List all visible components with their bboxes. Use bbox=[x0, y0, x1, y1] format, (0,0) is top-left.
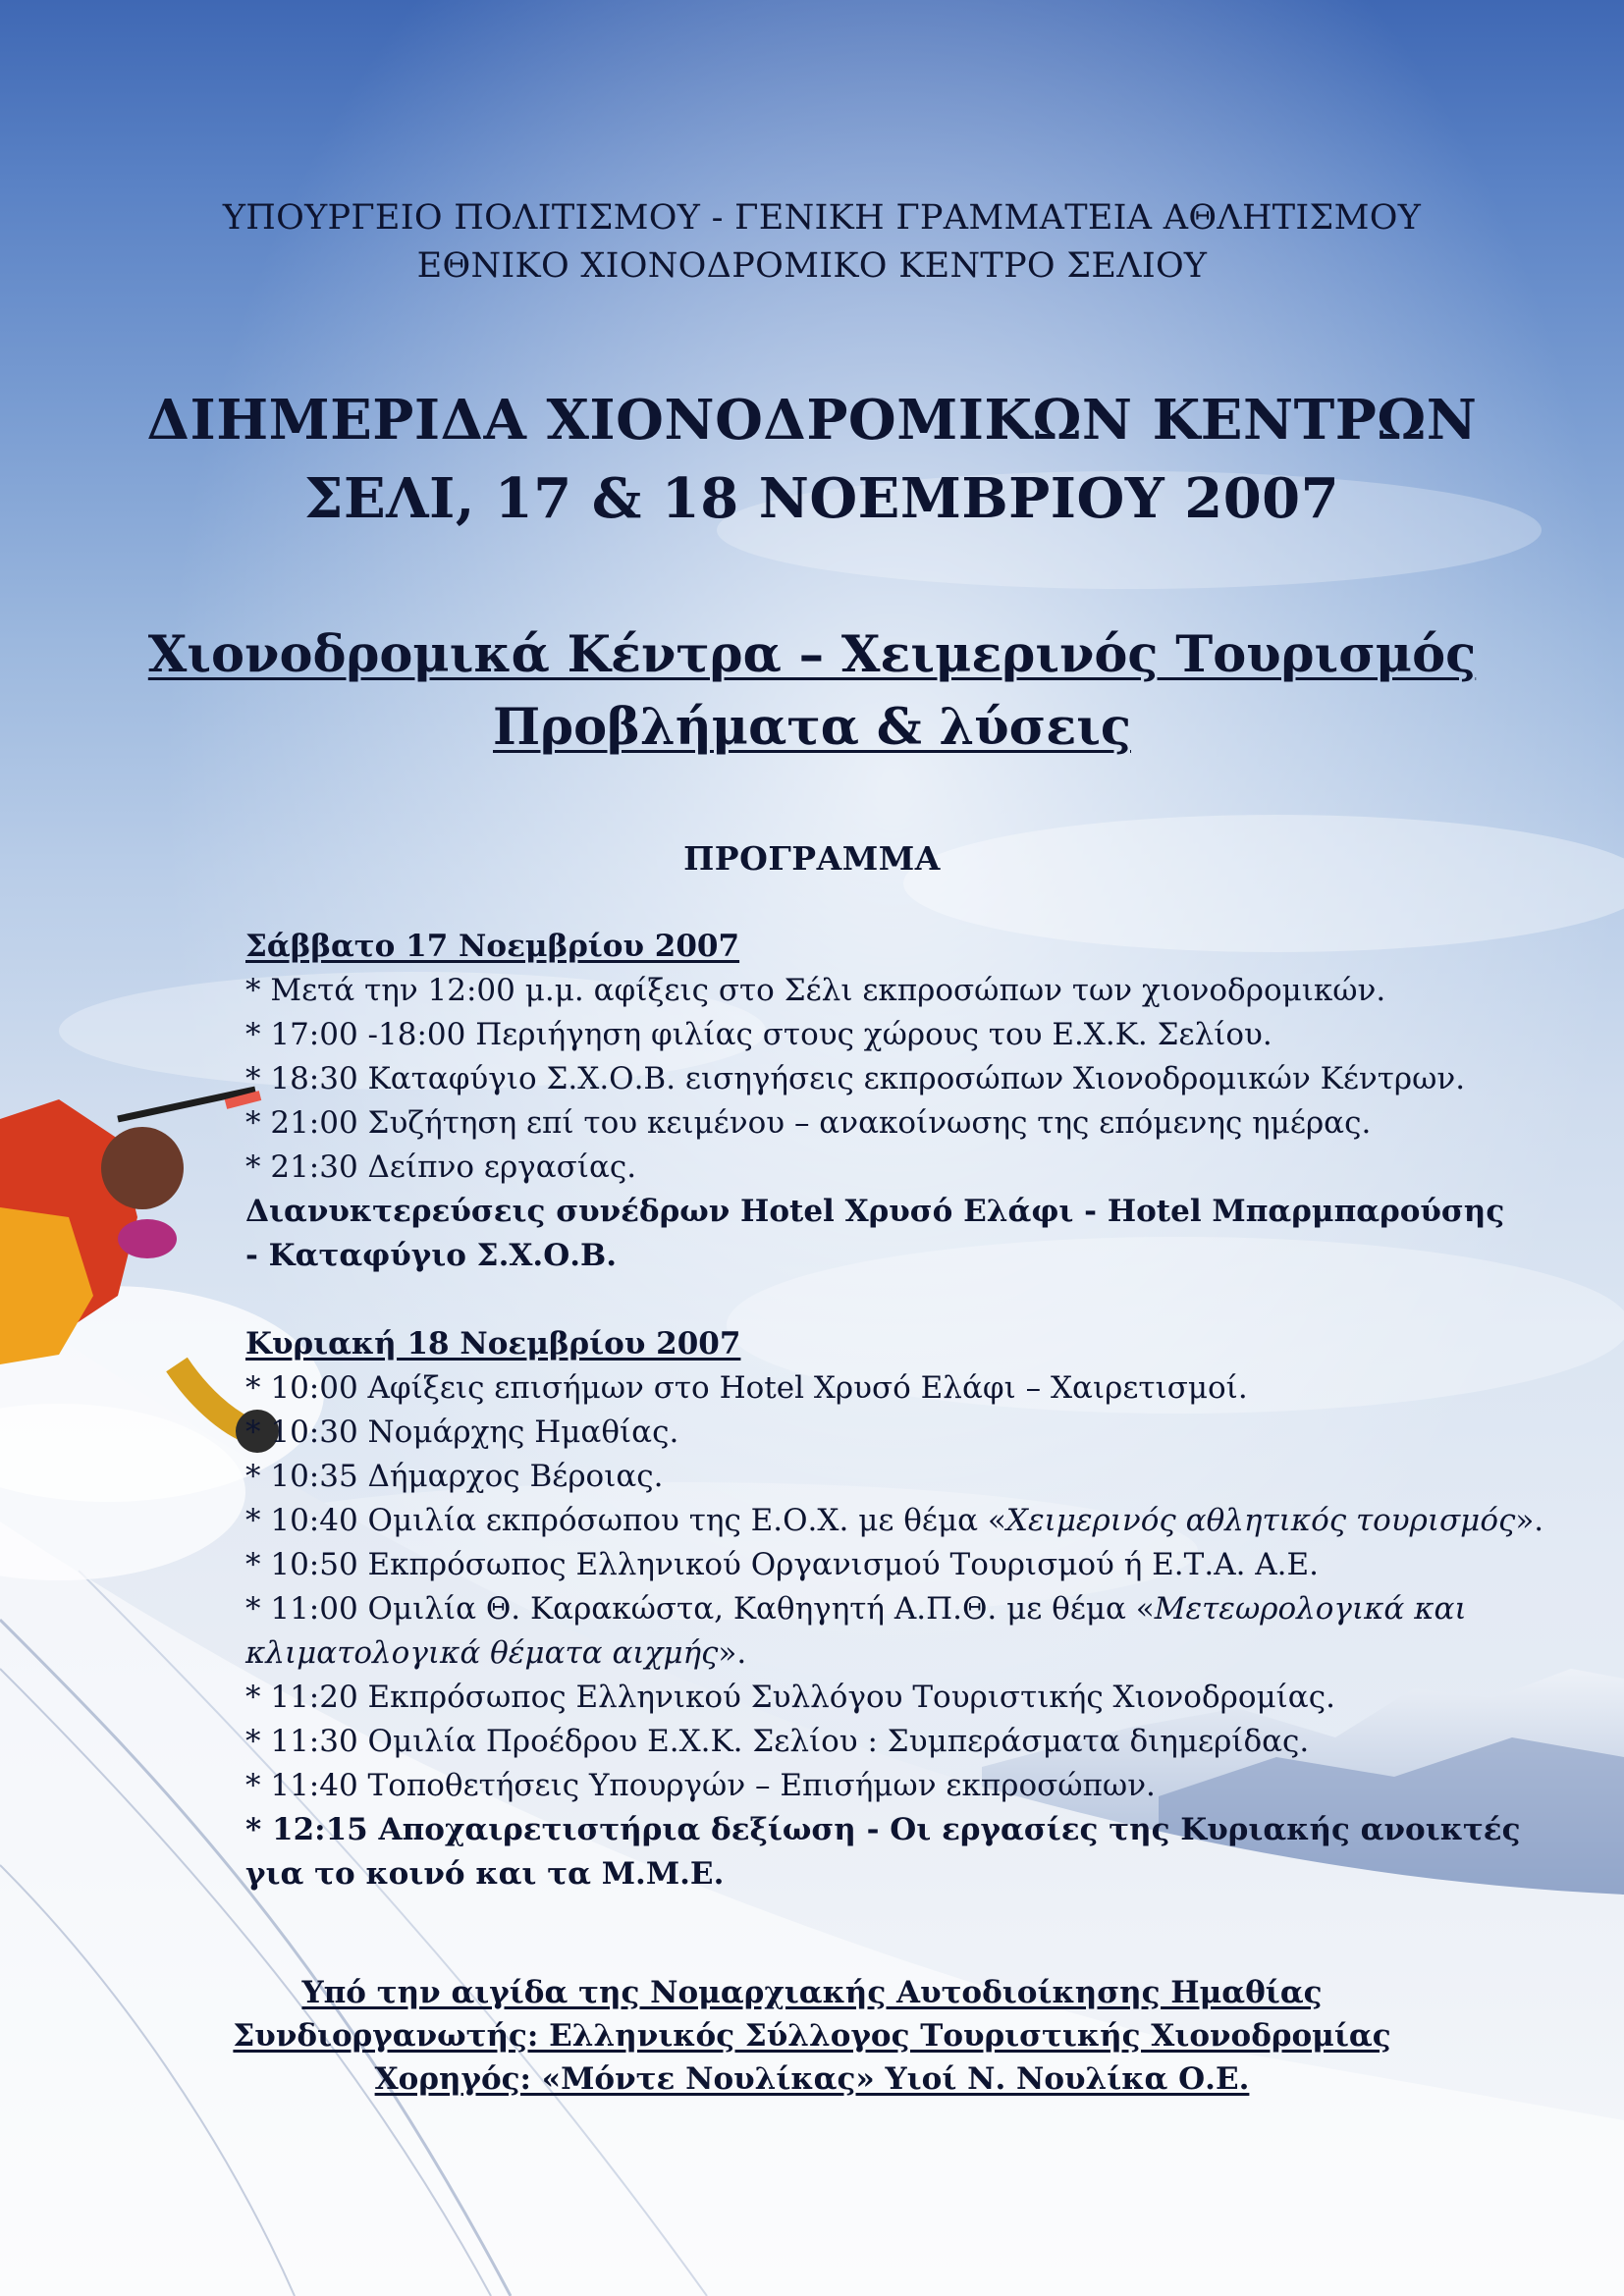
ski-center-line: ΕΘΝΙΚΟ ΧΙΟΝΟΔΡΟΜΙΚΟ ΚΕΝΤΡΟ ΣΕΛΙΟΥ bbox=[416, 246, 1208, 286]
accommodation-note-cont: - Καταφύγιο Σ.Χ.Ο.Β. bbox=[245, 1238, 618, 1273]
accommodation-note: Διανυκτερεύσεις συνέδρων Hotel Χρυσό Ελάφι - Hotel Μπαρμπαρούσης bbox=[245, 1194, 1505, 1229]
saturday-item: * 18:30 Καταφύγιο Σ.Χ.Ο.Β. εισηγήσεις εκπροσώπων Χιονοδρομικών Κέντρων. bbox=[245, 1061, 1466, 1096]
saturday-item: * 21:00 Συζήτηση επί του κειμένου – ανακοίνωσης της επόμενης ημέρας. bbox=[245, 1105, 1372, 1141]
auspices-line: Υπό την αιγίδα της Νομαρχιακής Αυτοδιοίκησης Ημαθίας bbox=[301, 1975, 1323, 2010]
ministry-header bbox=[0, 194, 1624, 291]
theme-line: Χιονοδρομικά Κέντρα – Χειμερινός Τουρισμός bbox=[147, 625, 1477, 684]
saturday-item: * 21:30 Δείπνο εργασίας. bbox=[245, 1149, 637, 1185]
sunday-item: * 11:30 Ομιλία Προέδρου Ε.Χ.Κ. Σελίου : Συμπεράσματα διημερίδας. bbox=[245, 1724, 1310, 1759]
co-organizer-line: Συνδιοργανωτής: Ελληνικός Σύλλογος Τουριστικής Χιονοδρομίας bbox=[233, 2018, 1391, 2054]
sunday-item bbox=[245, 1587, 1551, 1631]
sunday-title: Κυριακή 18 Νοεμβρίου 2007 bbox=[245, 1326, 741, 1362]
saturday-item: * Μετά την 12:00 μ.μ. αφίξεις στο Σέλι εκπροσώπων των χιονοδρομικών. bbox=[245, 973, 1386, 1008]
sunday-item: * 11:20 Εκπρόσωπος Ελληνικού Συλλόγου Τουριστικής Χιονοδρομίας. bbox=[245, 1680, 1335, 1715]
talk-topic: κλιματολογικά θέματα αιχμής bbox=[245, 1635, 719, 1671]
event-date-line: ΣΕΛΙ, 17 & 18 ΝΟΕΜΒΡΙΟΥ 2007 bbox=[303, 466, 1340, 531]
sunday-item: * 10:50 Εκπρόσωπος Ελληνικού Οργανισμού Τουρισμού ή Ε.Τ.Α. Α.Ε. bbox=[245, 1547, 1320, 1582]
sunday-item: * 11:40 Τοποθετήσεις Υπουργών – Επισήμων εκπροσώπων. bbox=[245, 1768, 1156, 1803]
item-text: ». bbox=[718, 1635, 747, 1671]
sunday-item: * 10:35 Δήμαρχος Βέροιας. bbox=[245, 1459, 664, 1494]
event-title bbox=[0, 381, 1624, 538]
sunday-item bbox=[245, 1499, 1551, 1543]
event-title-line: ΔΙΗΜΕΡΙΔΑ ΧΙΟΝΟΔΡΟΜΙΚΩΝ ΚΕΝΤΡΩΝ bbox=[146, 388, 1478, 453]
closing-reception-cont: για το κοινό και τα Μ.Μ.Ε. bbox=[245, 1856, 725, 1892]
sunday-item: * 10:30 Νομάρχης Ημαθίας. bbox=[245, 1415, 679, 1450]
ministry-line: ΥΠΟΥΡΓΕΙΟ ΠΟΛΙΤΙΣΜΟΥ - ΓΕΝΙΚΗ ΓΡΑΜΜΑΤΕΙΑ ΑΘΛΗΤΙΣΜΟΥ bbox=[222, 198, 1422, 238]
sponsors-footer bbox=[0, 1971, 1624, 2101]
theme-heading bbox=[0, 618, 1624, 764]
program-schedule bbox=[245, 925, 1551, 1896]
talk-topic: Μετεωρολογικά και bbox=[1154, 1591, 1467, 1627]
sunday-item-cont bbox=[245, 1631, 1551, 1676]
theme-subline: Προβλήματα & λύσεις bbox=[493, 698, 1131, 757]
sunday-item: * 10:00 Αφίξεις επισήμων στο Hotel Χρυσό Ελάφι – Χαιρετισμοί. bbox=[245, 1370, 1248, 1406]
sponsor-line: Χορηγός: «Μόντε Νουλίκας» Υιοί Ν. Νουλίκα Ο.Ε. bbox=[374, 2061, 1250, 2097]
closing-reception: * 12:15 Αποχαιρετιστήρια δεξίωση - Οι εργασίες της Κυριακής ανοικτές bbox=[245, 1812, 1521, 1847]
saturday-title: Σάββατο 17 Νοεμβρίου 2007 bbox=[245, 929, 740, 964]
item-text: * 11:00 Ομιλία Θ. Καρακώστα, Καθηγητή Α.Π.Θ. με θέμα « bbox=[245, 1591, 1155, 1627]
program-title: ΠΡΟΓΡΑΜΜΑ bbox=[683, 839, 941, 878]
item-text: * 10:40 Ομιλία εκπρόσωπου της Ε.Ο.Χ. με θέμα « bbox=[245, 1503, 1006, 1538]
saturday-item: * 17:00 -18:00 Περιήγηση φιλίας στους χώρους του Ε.Χ.Κ. Σελίου. bbox=[245, 1017, 1272, 1052]
item-text: ». bbox=[1515, 1503, 1544, 1538]
talk-topic: Χειμερινός αθλητικός τουρισμός bbox=[1005, 1503, 1516, 1538]
